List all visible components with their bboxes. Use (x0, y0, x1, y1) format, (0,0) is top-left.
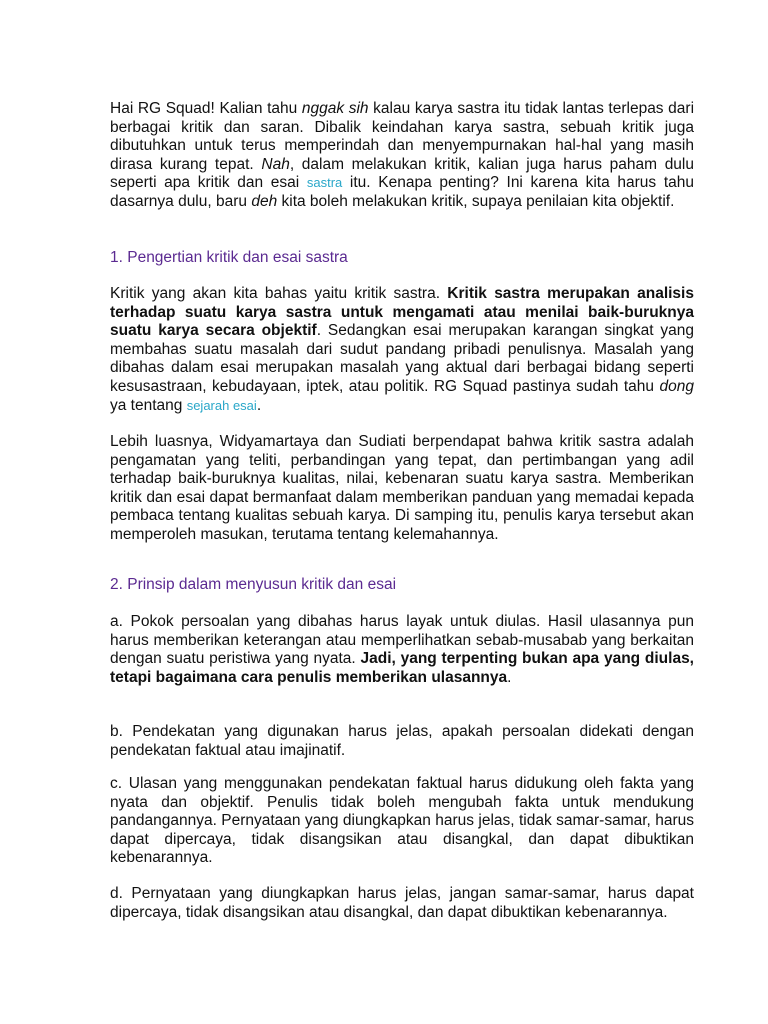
intro-italic-nggak-sih: nggak sih (301, 100, 369, 117)
bold-emphasis: Jadi, yang terpenting bukan apa yang diulas, tetapi bagaimana cara penulis memberikan ulasannya (110, 650, 694, 686)
intro-text: Hai RG Squad! Kalian tahu (110, 100, 302, 117)
link-sejarah-esai[interactable]: sejarah esai (186, 397, 257, 413)
section-1-heading: 1. Pengertian kritik dan esai sastra (110, 249, 348, 266)
paragraph-text: ya tentang (110, 396, 187, 414)
intro-italic-nah: Nah (261, 155, 290, 173)
principle-b: b. Pendekatan yang digunakan harus jelas, apakah persoalan didekati dengan pendekatan faktual atau imajinatif. (110, 723, 694, 759)
paragraph-text: . Sedangkan esai merupakan karangan singkat yang membahas suatu masalah dari sudut pandang pribadi penulisnya. Masalah yang dibahas dalam esai merupakan masalah yang aktual dari berbagai bidang seperti kesusastraan, kebudayaan, iptek, atau politik. RG Squad pastinya sudah tahu (110, 322, 694, 395)
intro-text: itu. Kenapa penting? Ini karena kita harus tahu dasarnya dulu, baru (110, 174, 694, 210)
paragraph-text: . (256, 396, 262, 414)
intro-text: kalau karya sastra itu tidak lantas terlepas dari berbagai kritik dan saran. Dibalik keindahan karya sastra, sebuah kritik juga dibutuhkan untuk terus memperindah dan menyempurnakan hal-hal yang masih dirasa kurang tepat. (110, 100, 695, 173)
principle-text: a. Pokok persoalan yang dibahas harus layak untuk diulas. Hasil ulasannya pun harus memberikan keterangan atau memperlihatkan sebab-musabab yang berkaitan dengan suatu peristiwa yang nyata. (110, 613, 694, 668)
section-1-paragraph-2: Lebih luasnya, Widyamartaya dan Sudiati berpendapat bahwa kritik sastra adalah pengamatan yang teliti, perbandingan yang tepat, dan pertimbangan yang adil terhadap baik-buruknya kualitas, nilai, kebenaran suatu karya sastra. Memberikan kritik dan esai dapat bermanfaat dalam memberikan panduan yang memadai kepada pembaca tentang kualitas sebuah karya. Di samping itu, penulis karya tersebut akan memperoleh masukan, terutama tentang kelemahannya. (110, 433, 694, 543)
intro-italic-deh: deh (251, 192, 278, 210)
bold-definition: Kritik sastra merupakan analisis terhadap suatu karya sastra untuk mengamati atau menilai baik-buruknya suatu karya secara objektif (110, 285, 694, 340)
intro-text: kita boleh melakukan kritik, supaya penilaian kita objektif. (277, 192, 675, 210)
section-1-paragraph-1 (110, 285, 694, 415)
section-2-heading: 2. Prinsip dalam menyusun kritik dan esai (110, 576, 397, 593)
principle-text: . (507, 668, 512, 686)
intro-text: , dalam melakukan kritik, kalian juga harus paham dulu seperti apa kritik dan esai (110, 155, 694, 192)
principle-c: c. Ulasan yang menggunakan pendekatan faktual harus didukung oleh fakta yang nyata dan objektif. Penulis tidak boleh mengubah fakta untuk mendukung pandangannya. Pernyataan yang diungkapkan harus jelas, tidak samar-samar, harus dapat dipercaya, tidak disangsikan atau disangkal, dan dapat dibuktikan kebenarannya. (110, 775, 694, 867)
paragraph-text: Kritik yang akan kita bahas yaitu kritik sastra. (110, 285, 448, 302)
principle-a (110, 613, 694, 687)
intro-paragraph (110, 100, 694, 212)
principle-d: d. Pernyataan yang diungkapkan harus jelas, jangan samar-samar, harus dapat dipercaya, tidak disangsikan atau disangkal, dan dapat dibuktikan kebenarannya. (110, 885, 694, 921)
italic-dong: dong (659, 377, 694, 395)
link-sastra[interactable]: sastra (306, 175, 343, 191)
